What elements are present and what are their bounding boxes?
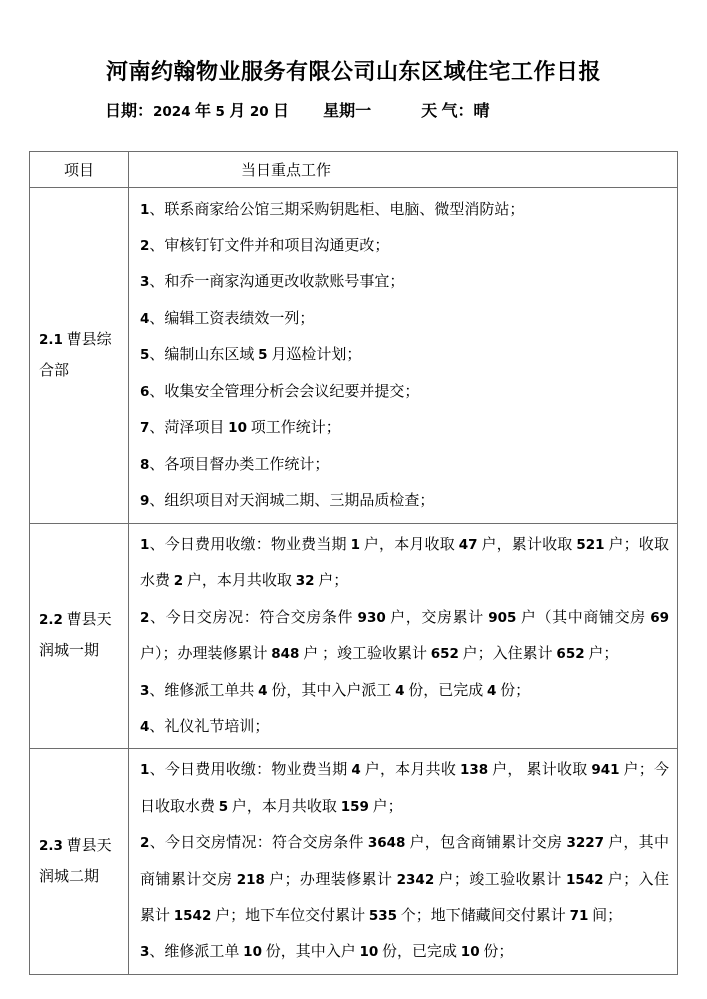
section-label: 2.3 曹县天润城二期 (30, 749, 129, 974)
work-item: 4、编辑工资表绩效一列； (140, 310, 315, 327)
section-items (129, 188, 678, 524)
report-weather: 天 气：晴 (421, 103, 490, 120)
document-title: 河南约翰物业服务有限公司山东区域住宅工作日报 (105, 59, 601, 84)
date-line (105, 100, 707, 124)
column-header-work: 当日重点工作 (129, 152, 678, 188)
work-item: 3、维修派工单共 4 份，其中入户派工 4 份，已完成 4 份； (140, 682, 531, 699)
work-item: 6、收集安全管理分析会会议纪要并提交； (140, 383, 420, 400)
section-items (129, 524, 678, 749)
report-body (30, 188, 678, 975)
work-item: 2、今日交房况：符合交房条件 930 户，交房累计 905 户（其中商铺交房 69 户）；办理装修累计 848 户 ；竣工验收累计 652 户；入住累计 652 户； (140, 609, 669, 663)
section-label: 2.2 曹县天润城一期 (30, 524, 129, 749)
section-row (30, 524, 678, 749)
work-item: 7、菏泽项目 10 项工作统计； (140, 420, 341, 437)
work-item: 2、审核钉钉文件并和项目沟通更改； (140, 238, 390, 255)
section-items (129, 749, 678, 974)
section-label: 2.1 曹县综合部 (30, 188, 129, 524)
work-item: 2、今日交房情况：符合交房条件 3648 户，包含商铺累计交房 3227 户，其中商铺累计交房 218 户；办理装修累计 2342 户；竣工验收累计 1542 户；入住累计 1542 户；地下车位交付累计 535 个；地下储藏间交付累计 71 间； (140, 835, 669, 925)
work-item: 3、和乔一商家沟通更改收款账号事宜； (140, 274, 405, 291)
column-header-project: 项目 (30, 152, 129, 188)
section-row (30, 749, 678, 974)
section-row (30, 188, 678, 524)
work-item: 3、维修派工单 10 份，其中入户 10 份，已完成 10 份； (140, 944, 514, 961)
report-date: 日期：2024 年 5 月 20 日 (105, 103, 290, 120)
work-item: 1、今日费用收缴：物业费当期 4 户，本月共收 138 户， 累计收取 941 户；今日收取水费 5 户，本月共收取 159 户； (140, 762, 669, 815)
daily-report-table (29, 151, 678, 975)
work-item: 8、各项目督办类工作统计； (140, 456, 330, 473)
report-weekday: 星期一 (323, 103, 372, 120)
work-item: 9、组织项目对天润城二期、三期品质检查； (140, 492, 435, 509)
work-item: 1、今日费用收缴：物业费当期 1 户，本月收取 47 户，累计收取 521 户；收取水费 2 户，本月共收取 32 户； (140, 537, 669, 590)
work-item: 1、联系商家给公馆三期采购钥匙柜、电脑、微型消防站； (140, 201, 525, 218)
work-item: 5、编制山东区域 5 月巡检计划； (140, 347, 362, 364)
work-item: 4、礼仪礼节培训； (140, 719, 270, 736)
table-header-row (30, 152, 678, 188)
